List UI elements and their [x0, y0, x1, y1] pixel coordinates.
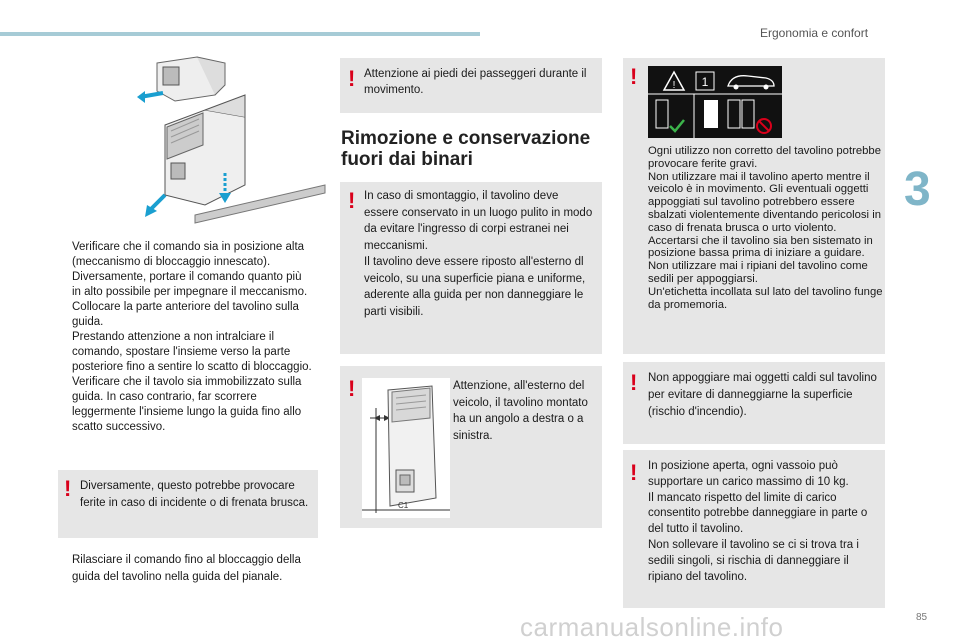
- watermark: carmanualsonline.info: [520, 612, 784, 642]
- warning-text: Non appoggiare mai oggetti caldi sul tavolino per evitare di danneggiarne la superficie (rischio d'incendio).: [648, 372, 877, 418]
- warning-icon: !: [348, 188, 356, 213]
- warning-text: In posizione aperta, ogni vassoio può supportare un carico massimo di 10 kg. Il mancato rispetto del limite di carico consentito potrebbe danneggiare in parte o del tutto il tavolino. Non sollevare il tavolino se ci si trova tra i sedili singoli, si rischia di danneggiare il ripiano del tavolino.: [648, 460, 868, 583]
- svg-text:!: !: [672, 80, 676, 91]
- table-angle-illustration: [362, 378, 450, 518]
- warning-icon: !: [64, 476, 72, 501]
- final-step: [58, 552, 313, 586]
- list-item: [58, 330, 313, 375]
- warning-icon: !: [348, 66, 356, 91]
- list-item: [58, 375, 313, 435]
- list-item: [58, 552, 313, 586]
- warning-icon: !: [630, 64, 638, 89]
- reminder-label-illustration: [648, 66, 782, 138]
- list-item: [58, 300, 313, 330]
- heading-line: fuori dai binari: [341, 149, 473, 170]
- warning-text: Diversamente, questo potrebbe provocare ferite in caso di incidente o di frenata brusca.: [80, 480, 309, 509]
- warning-text: In caso di smontaggio, il tavolino deve essere conservato in un luogo pulito in modo da evitare l'ingresso di corpi estranei nei meccanismi. Il tavolino deve essere riposto all'esterno dl veicolo, su una superficie piana e uniforme, aderente alla guida per non danneggiare le parti visibili.: [364, 190, 593, 318]
- step-text: Verificare che il tavolo sia immobilizzato sulla guida. In caso contrario, far scorrere leggermente l'insieme lungo la guida fino allo scatto successivo.: [72, 376, 302, 433]
- warning-text: Ogni utilizzo non corretto del tavolino potrebbe provocare ferite gravi. Non utilizzare mai il tavolino aperto mentre il veicolo è in movimento. Gli eventuali oggetti appoggiati sul tavolino potrebbero essere sbalzati violentemente diventando pericolosi in caso di frenata brusca o urto violento. Accertarsi che il tavolino sia ben sistemato in posizione bassa prima di iniziare a guidare. Non utilizzare mai i ripiani del tavolino come sedili per appoggiarsi. Un'etichetta incollata sul lato del tavolino funge da promemoria.: [648, 145, 883, 311]
- warning-text: Attenzione ai piedi dei passeggeri durante il movimento.: [364, 68, 587, 96]
- warning-text: Attenzione, all'esterno del veicolo, il tavolino montato ha un angolo a destra o a sinistra.: [453, 380, 588, 442]
- chapter-number: 3: [904, 163, 931, 216]
- heading-line: Rimozione e conservazione: [341, 128, 591, 149]
- page-number: 85: [916, 612, 928, 623]
- installation-steps: [58, 240, 313, 435]
- table-on-rail-illustration: [135, 55, 330, 235]
- step-text: Prestando attenzione a non intralciare il comando, spostare l'insieme verso la parte posteriore fino a sentire lo scatto di bloccaggio.: [72, 331, 312, 373]
- warning-icon: !: [630, 370, 638, 395]
- section-heading: [341, 128, 611, 170]
- list-item: [58, 240, 313, 300]
- warning-icon: !: [348, 376, 356, 401]
- svg-text:C1: C1: [398, 501, 409, 510]
- header-bar: [0, 32, 480, 36]
- warning-icon: !: [630, 460, 638, 485]
- label-number: 1: [701, 75, 709, 89]
- section-title: Ergonomia e confort: [760, 26, 869, 40]
- step-text: Rilasciare il comando fino al bloccaggio della guida del tavolino nella guida del pianale.: [72, 554, 301, 583]
- step-text: Verificare che il comando sia in posizione alta (meccanismo di bloccaggio innescato). Diversamente, portare il comando quanto più in alto possibile per impegnare il meccanismo.: [72, 241, 308, 298]
- step-text: Collocare la parte anteriore del tavolino sulla guida.: [72, 301, 299, 328]
